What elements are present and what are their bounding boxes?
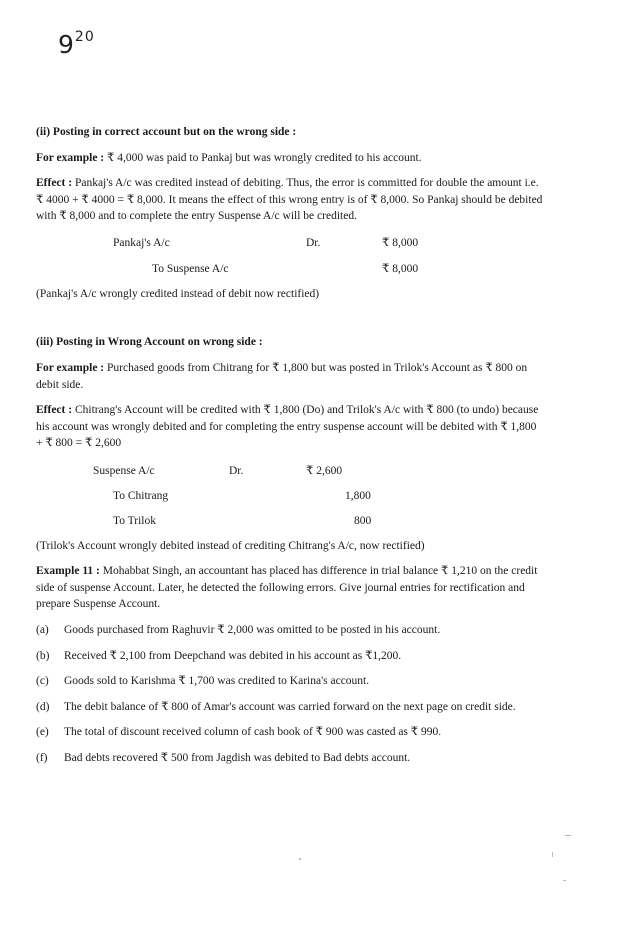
page-number-superscript: 20 bbox=[74, 28, 95, 45]
section-iii-journal-credit1-account: To Chitrang bbox=[113, 490, 169, 502]
section-ii-example bbox=[36, 150, 584, 167]
list-item bbox=[36, 724, 584, 741]
section-iii-effect-text-1: Chitrang's Account will be credited with ₹ 1,800 (Do) and Trilok's A/c with ₹ 800 (to undo) because bbox=[72, 404, 539, 416]
section-ii-narration: (Pankaj's A/c wrongly credited instead of debit now rectified) bbox=[36, 288, 320, 300]
section-iii-effect-line-2: his account was wrongly debited and for completing the entry suspense account will be debited with ₹ 1,800 bbox=[36, 420, 537, 433]
section-iii-narration: (Trilok's Account wrongly debited instead of crediting Chitrang's A/c, now rectified) bbox=[36, 540, 425, 552]
list-item-text: Bad debts recovered ₹ 500 from Jagdish was debited to Bad debts account. bbox=[64, 752, 411, 764]
section-iii-example bbox=[36, 360, 584, 393]
section-ii-journal-dr: Dr. bbox=[306, 237, 321, 249]
section-iii-journal-dr: Dr. bbox=[229, 465, 244, 477]
section-iii-effect-line-3: + ₹ 800 = ₹ 2,600 bbox=[36, 437, 122, 449]
scan-speck bbox=[299, 858, 301, 860]
list-item-text: The debit balance of ₹ 800 of Amar's account was carried forward on the next page on credit side. bbox=[64, 701, 516, 713]
section-ii-heading: (ii) Posting in correct account but on the wrong side : bbox=[36, 126, 297, 138]
example-11 bbox=[36, 563, 584, 613]
section-ii-journal-debit-account: Pankaj's A/c bbox=[113, 237, 170, 249]
section-ii-effect bbox=[36, 175, 584, 225]
section-iii-journal-credit2-amount: 800 bbox=[354, 515, 372, 527]
section-iii-heading: (iii) Posting in Wrong Account on wrong side : bbox=[36, 336, 263, 348]
section-iii-example-text-1: Purchased goods from Chitrang for ₹ 1,800 but was posted in Trilok's Account as ₹ 800 on bbox=[104, 362, 528, 374]
list-item bbox=[36, 750, 584, 767]
list-item-label: (e) bbox=[36, 726, 49, 738]
example-11-line-2: side of suspense Account. Later, he detected the following errors. Give journal entries for rectification and bbox=[36, 581, 525, 594]
section-ii-journal-credit-account: To Suspense A/c bbox=[152, 263, 229, 275]
section-iii-effect-label: Effect : bbox=[36, 404, 73, 416]
page-number-base: 9 bbox=[58, 30, 75, 59]
section-ii-effect-label: Effect : bbox=[36, 177, 73, 189]
example-11-text-1: Mohabbat Singh, an accountant has placed has difference in trial balance ₹ 1,210 on the credit bbox=[99, 565, 538, 577]
list-item-text: The total of discount received column of cash book of ₹ 900 was casted as ₹ 990. bbox=[64, 726, 442, 738]
section-iii-journal-credit1-amount: 1,800 bbox=[345, 490, 371, 502]
section-iii-effect-line-1 bbox=[36, 402, 584, 419]
list-item-label: (b) bbox=[36, 650, 50, 662]
section-ii-effect-line-1 bbox=[36, 175, 584, 192]
list-item bbox=[36, 648, 584, 665]
scan-speck bbox=[565, 835, 571, 836]
example-11-line-1 bbox=[36, 563, 584, 580]
section-iii-example-line-2: debit side. bbox=[36, 378, 84, 391]
section-iii-journal-credit2-account: To Trilok bbox=[113, 515, 156, 527]
section-ii-example-text: ₹ 4,000 was paid to Pankaj but was wrongly credited to his account. bbox=[104, 152, 422, 164]
list-item bbox=[36, 699, 584, 716]
scan-speck bbox=[563, 880, 566, 881]
list-item-label: (c) bbox=[36, 675, 49, 687]
section-iii-journal-debit-amount: ₹ 2,600 bbox=[306, 465, 343, 477]
section-iii-example-line-1 bbox=[36, 360, 584, 377]
list-item-text: Goods purchased from Raghuvir ₹ 2,000 was omitted to be posted in his account. bbox=[64, 624, 441, 636]
list-item bbox=[36, 622, 584, 639]
section-ii-effect-text-1: Pankaj's A/c was credited instead of debiting. Thus, the error is committed for double the amount i.e. bbox=[72, 177, 539, 189]
section-ii-journal-credit-amount: ₹ 8,000 bbox=[382, 263, 419, 275]
section-iii-effect bbox=[36, 402, 584, 452]
section-ii-journal-debit-amount: ₹ 8,000 bbox=[382, 237, 419, 249]
list-item-label: (d) bbox=[36, 701, 50, 713]
section-ii-example-label: For example : bbox=[36, 152, 105, 164]
section-ii-effect-line-2: ₹ 4000 + ₹ 4000 = ₹ 8,000. It means the effect of this wrong entry is of ₹ 8,000. So Pankaj should be debited bbox=[36, 193, 543, 206]
list-item-text: Received ₹ 2,100 from Deepchand was debited in his account as ₹1,200. bbox=[64, 650, 402, 662]
section-ii-effect-line-3: with ₹ 8,000 and to complete the entry Suspense A/c will be credited. bbox=[36, 210, 357, 222]
page-number bbox=[58, 30, 95, 59]
example-11-line-3: prepare Suspense Account. bbox=[36, 598, 161, 610]
list-item-text: Goods sold to Karishma ₹ 1,700 was credited to Karina's account. bbox=[64, 675, 370, 687]
list-item-label: (f) bbox=[36, 752, 48, 764]
section-iii-journal-debit-account: Suspense A/c bbox=[93, 465, 155, 477]
section-iii-example-label: For example : bbox=[36, 362, 105, 374]
example-11-label: Example 11 : bbox=[36, 565, 100, 577]
scan-speck bbox=[552, 852, 553, 857]
list-item bbox=[36, 673, 584, 690]
list-item-label: (a) bbox=[36, 624, 49, 636]
